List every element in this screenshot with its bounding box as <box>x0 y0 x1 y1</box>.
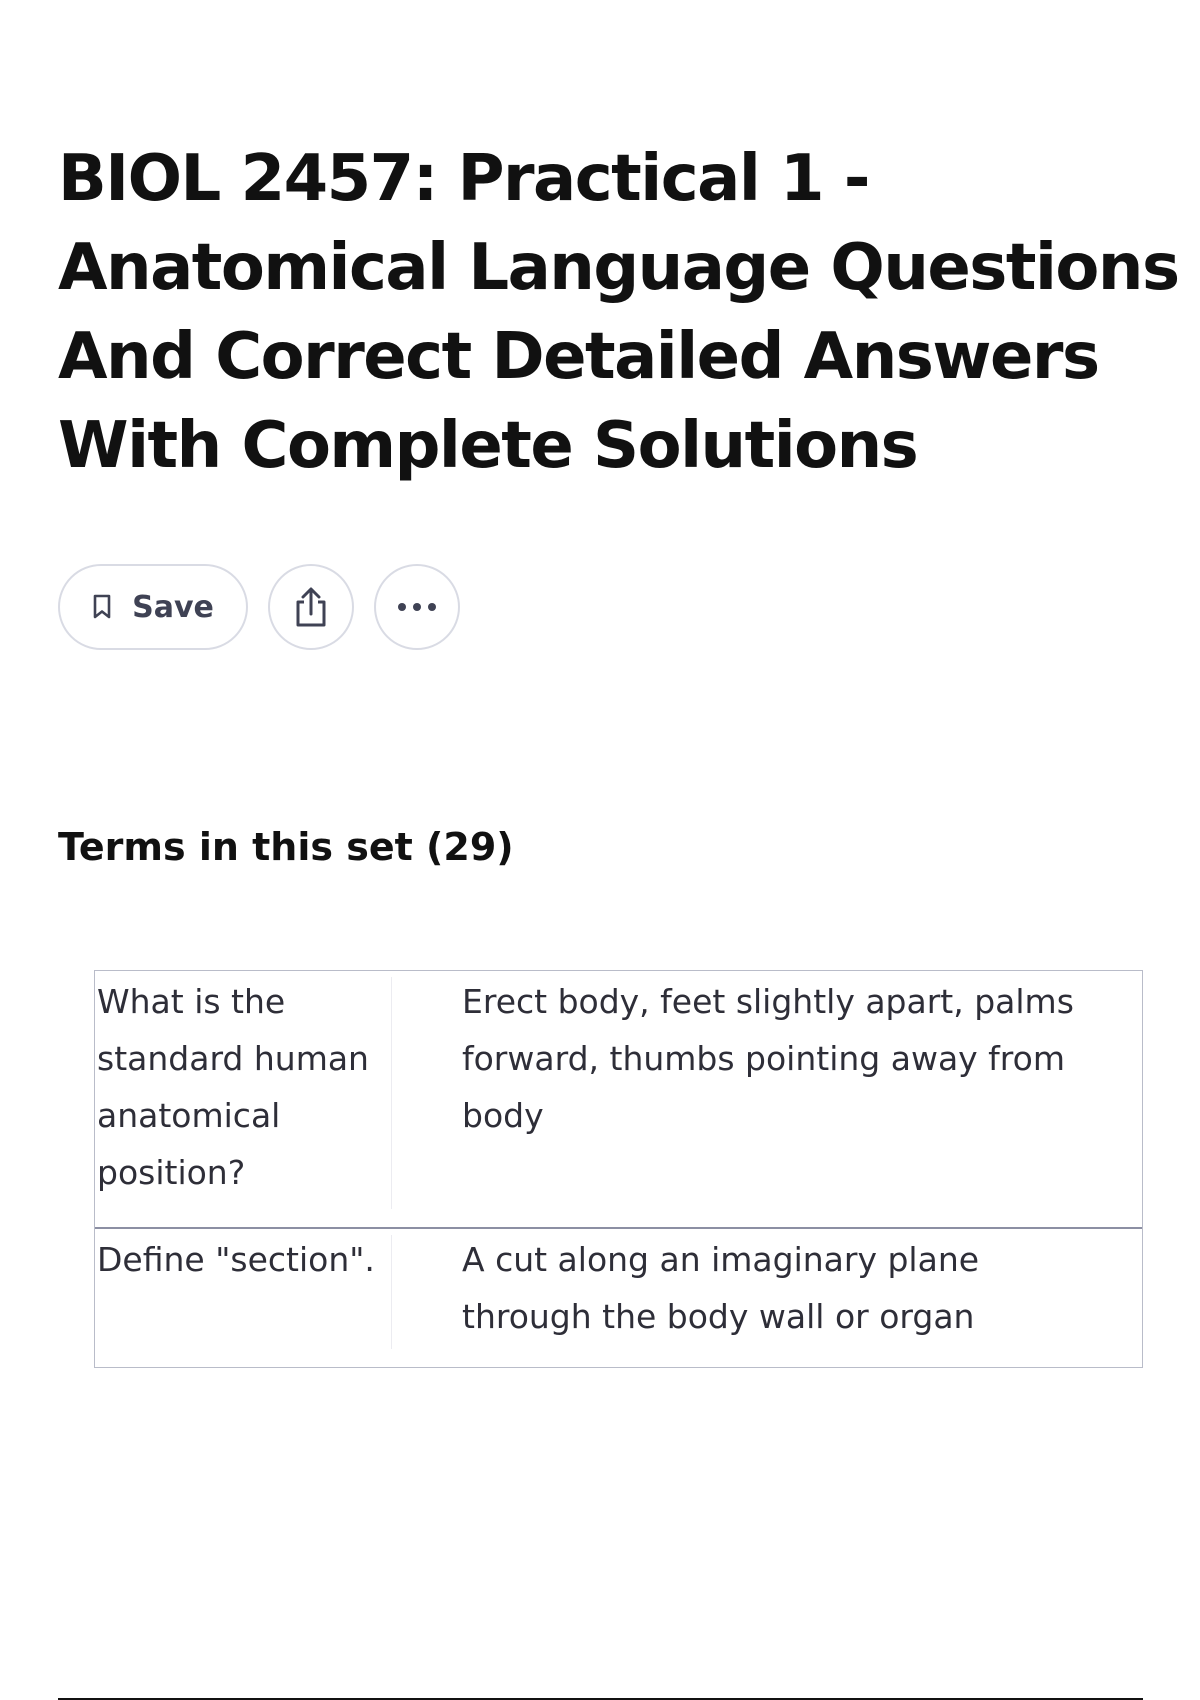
more-options-icon <box>397 602 437 612</box>
term-row[interactable] <box>95 971 1142 1227</box>
save-label: Save <box>132 589 214 625</box>
page-title <box>58 135 1179 491</box>
term-question: What is the standard human anatomical position? <box>95 971 392 1227</box>
share-button[interactable] <box>268 564 354 650</box>
terms-table <box>94 970 1143 1368</box>
title-line: With Complete Solutions <box>58 409 918 483</box>
share-icon <box>293 586 329 628</box>
more-options-button[interactable] <box>374 564 460 650</box>
term-row[interactable] <box>95 1227 1142 1367</box>
title-line: Anatomical Language Questions <box>58 231 1179 305</box>
terms-heading: Terms in this set (29) <box>58 825 514 869</box>
bookmark-icon <box>92 594 112 620</box>
term-question: Define "section". <box>95 1229 392 1367</box>
title-line: BIOL 2457: Practical 1 - <box>58 142 869 216</box>
save-button[interactable] <box>58 564 248 650</box>
title-line: And Correct Detailed Answers <box>58 320 1099 394</box>
term-answer: Erect body, feet slightly apart, palms forward, thumbs pointing away from body <box>462 982 1074 1135</box>
term-answer: A cut along an imaginary plane through the body wall or organ <box>462 1240 980 1336</box>
action-bar <box>58 563 480 651</box>
